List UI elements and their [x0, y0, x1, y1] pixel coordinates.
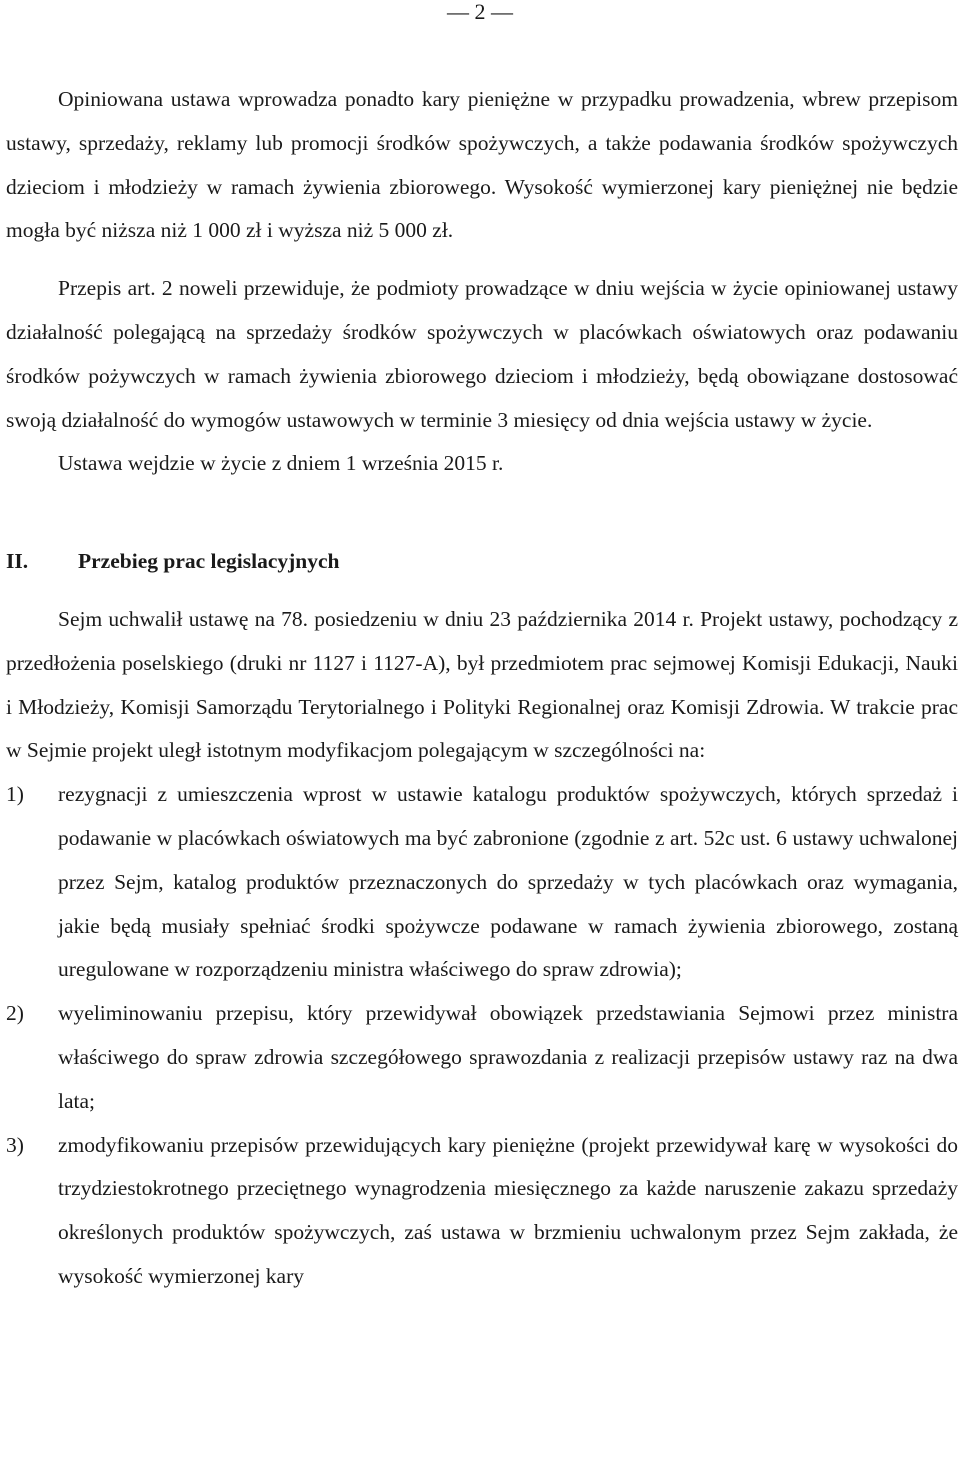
paragraph-article-2: Przepis art. 2 noweli przewiduje, że podmioty prowadzące w dniu wejścia w życie opiniowanej ustawy działalność polegającą na sprzedaży środków spożywczych w placówkach oświatowych oraz podawaniu środków pożywczych w ramach żywienia zbiorowego dzieciom i młodzieży, będą obowiązane dostosować swoją działalność do wymogów ustawowych w terminie 3 miesięcy od dnia wejścia ustawy w życie. — [6, 276, 958, 432]
section-number: II. — [6, 549, 29, 574]
document-body — [6, 78, 958, 1299]
list-item-text: zmodyfikowaniu przepisów przewidujących kary pieniężne (projekt przewidywał karę w wysokości do trzydziestokrotnego przeciętnego wynagrodzenia miesięcznego za każde naruszenie zakazu sprzedaży określonych produktów spożywczych, zaś ustawa w brzmieniu uchwalonym przez Sejm zakłada, że wysokość wymierzonej kary — [58, 1132, 958, 1288]
paragraph-legislative-process: Sejm uchwalił ustawę na 78. posiedzeniu w dniu 23 października 2014 r. Projekt ustawy, pochodzący z przedłożenia poselskiego (druki nr 1127 i 1127-A), był przedmiotem prac sejmowej Komisji Edukacji, Nauki i Młodzieży, Komisji Samorządu Terytorialnego i Polityki Regionalnej oraz Komisji Zdrowia. W trakcie prac w Sejmie projekt uległ istotnym modyfikacjom polegającym w szczególności na: — [6, 606, 958, 763]
paragraph-effective-date: Ustawa wejdzie w życie z dniem 1 września 2015 r. — [58, 451, 504, 476]
section-heading — [6, 540, 958, 584]
list-item-text: wyeliminowaniu przepisu, który przewidywał obowiązek przedstawiania Sejmowi przez ministra właściwego do spraw zdrowia szczegółowego sprawozdania z realizacji przepisów ustawy raz na dwa lata; — [58, 1001, 958, 1113]
list-marker: 2) — [6, 1001, 24, 1026]
list-marker: 3) — [6, 1132, 24, 1157]
page-number-value: 2 — [474, 0, 486, 24]
list-item-text: rezygnacji z umieszczenia wprost w ustawie katalogu produktów spożywczych, których sprzedaż i podawanie w placówkach oświatowych ma być zabronione (zgodnie z art. 52c ust. 6 ustawy uchwalonej przez Sejm, katalog produktów przeznaczonych do sprzedaży w tych placówkach oraz wymagania, jakie będą musiały spełniać środki spożywcze podawane w ramach żywienia zbiorowego, zostaną uregulowane w rozporządzeniu ministra właściwego do spraw zdrowia); — [58, 782, 958, 982]
modifications-list — [6, 773, 958, 1299]
list-item — [6, 992, 958, 1123]
paragraph-penalties: Opiniowana ustawa wprowadza ponadto kary pieniężne w przypadku prowadzenia, wbrew przepisom ustawy, sprzedaży, reklamy lub promocji środków spożywczych, a także podawania środków spożywczych dzieciom i młodzieży w ramach żywienia zbiorowego. Wysokość wymierzonej kary pieniężnej nie będzie mogła być niższa niż 1 000 zł i wyższa niż 5 000 zł. — [6, 87, 958, 243]
list-item — [6, 1124, 958, 1299]
list-item — [6, 773, 958, 992]
list-marker: 1) — [6, 782, 24, 807]
section-title: Przebieg prac legislacyjnych — [78, 549, 340, 574]
page-number — [0, 0, 960, 24]
page-number-dash-right: — — [491, 0, 513, 24]
page-number-dash-left: — — [447, 0, 469, 24]
